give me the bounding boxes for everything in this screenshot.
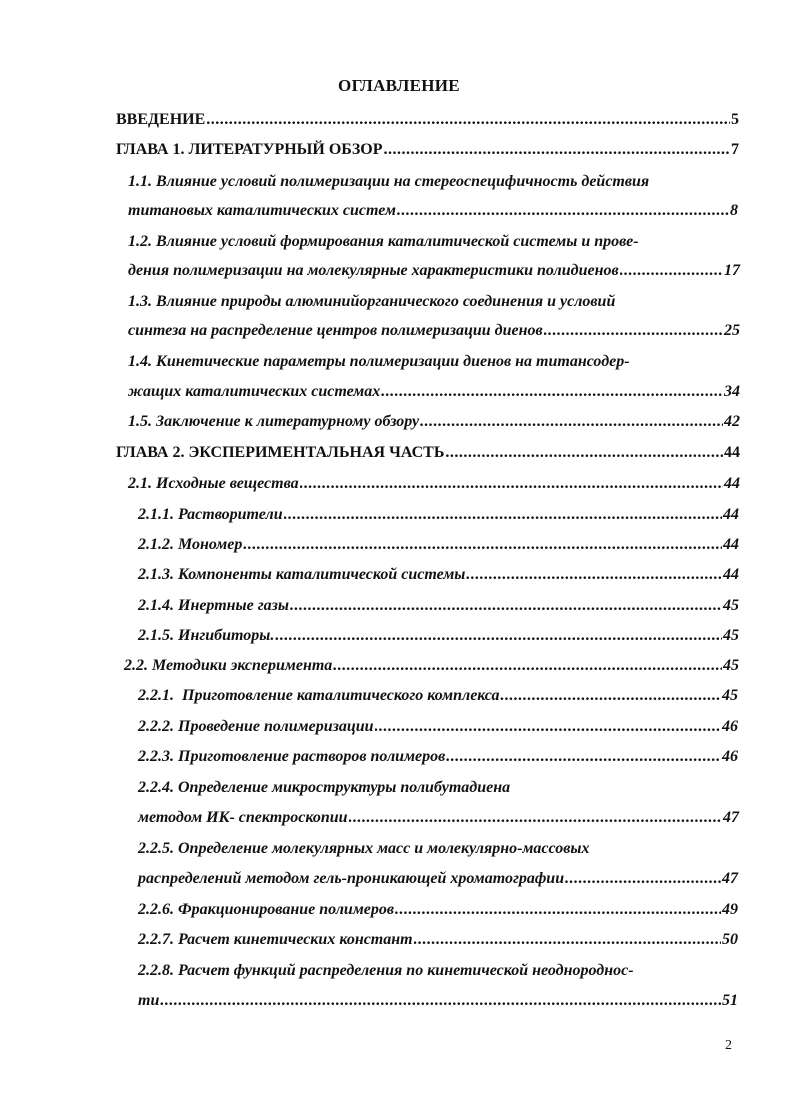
dot-leader [466,565,722,585]
toc-entry-text: 2.2.3. Приготовление растворов полимеров [138,748,446,765]
dot-leader [420,412,723,432]
toc-entry-page: 42 [724,413,740,430]
toc-entry-2-2-6 [138,900,738,920]
toc-entry-text: 2.1.2. Мономер [138,536,243,553]
toc-entry-text: ВВЕДЕНИЕ [116,111,206,128]
toc-entry-text: 2.2.7. Расчет кинетических констант [138,931,413,948]
toc-entry-text: 1.1. Влияние условий полимеризации на стереоспецифичность действия [128,173,650,190]
toc-entry-2-2-4-line2 [138,808,739,828]
toc-entry-2-2-3 [138,747,738,767]
dot-leader [300,474,723,494]
toc-entry-2-1-1 [138,505,739,525]
toc-entry-page: 5 [731,111,739,128]
toc-entry-2-1-5 [138,626,739,646]
toc-entry-page: 34 [724,383,740,400]
toc-entry-page: 8 [730,202,738,219]
toc-entry-text: 1.5. Заключение к литературному обзору [128,413,420,430]
toc-title: ОГЛАВЛЕНИЕ [338,76,460,95]
toc-entry-page: 47 [722,870,738,887]
dot-leader [375,717,721,737]
dot-leader [290,596,722,616]
dot-leader [206,110,730,130]
toc-entry-text: 1.3. Влияние природы алюминийорганического соединения и условий [128,293,616,310]
dot-leader [384,140,730,160]
toc-entry-text: 2.1.3. Компоненты каталитической системы [138,566,466,583]
dot-leader [381,382,723,402]
toc-entry-text: ГЛАВА 1. ЛИТЕРАТУРНЫЙ ОБЗОР [116,141,383,158]
dot-leader [544,321,723,341]
toc-entry-page: 47 [723,809,739,826]
dot-leader [446,747,721,767]
toc-entry-2-2-8-line2 [138,991,738,1011]
toc-entry-2-2-8-line1 [138,961,738,981]
toc-entry-2-2-7 [138,930,738,950]
toc-entry-text: титановых каталитических систем [128,202,396,219]
toc-entry-text: распределений методом гель-проникающей хроматографии [138,870,565,887]
toc-entry-page: 46 [722,718,738,735]
toc-entry-page: 17 [724,262,740,279]
dot-leader [333,656,722,676]
toc-entry-text: 2.1. Исходные вещества [128,475,299,492]
toc-entry-2-1-2 [138,535,739,555]
toc-entry-1-3-line2 [128,321,740,341]
toc-entry-text: 1.2. Влияние условий формирования каталитической системы и прове- [128,233,639,250]
toc-entry-2-1-3 [138,565,739,585]
dot-leader [160,991,721,1011]
dot-leader [620,261,723,281]
toc-entry-page: 44 [724,475,740,492]
toc-entry-text: 2.2.4. Определение микроструктуры полибутадиена [138,779,511,796]
toc-entry-page: 46 [722,748,738,765]
toc-entry-1-5 [128,412,740,432]
dot-leader [395,900,721,920]
dot-leader [565,869,721,889]
toc-entry-text: 2.2.6. Фракционирование полимеров [138,901,395,918]
toc-entry-1-1-line1 [128,172,740,192]
toc-entry-2-1-4 [138,596,739,616]
toc-entry-1-1-line2 [128,201,738,221]
toc-entry-chapter-2 [116,443,740,463]
toc-entry-page: 51 [722,992,738,1009]
toc-entry-text: 2.1.5. Ингибиторы. [138,627,275,644]
toc-entry-text: 1.4. Кинетические параметры полимеризации диенов на титансодер- [128,353,630,370]
toc-entry-text: синтеза на распределение центров полимеризации диенов [128,322,543,339]
toc-entry-page: 49 [722,901,738,918]
toc-entry-page: 44 [723,536,739,553]
toc-entry-page: 44 [724,444,740,461]
toc-entry-text: 2.2. Методики эксперимента [124,657,333,674]
toc-entry-page: 44 [723,506,739,523]
toc-entry-text: 2.2.5. Определение молекулярных масс и молекулярно-массовых [138,840,590,857]
toc-entry-text: методом ИК- спектроскопии [138,809,348,826]
dot-leader [243,535,722,555]
toc-entry-2-2-2 [138,717,738,737]
toc-entry-page: 45 [723,597,739,614]
toc-entry-1-2-line2 [128,261,740,281]
dot-leader [414,930,721,950]
toc-entry-text: ГЛАВА 2. ЭКСПЕРИМЕНТАЛЬНАЯ ЧАСТЬ [116,444,445,461]
toc-entry-introduction [116,110,739,130]
toc-entry-2-2-1 [138,686,738,706]
toc-entry-1-2-line1 [128,232,740,252]
toc-entry-text: 2.1.4. Инертные газы [138,597,289,614]
toc-entry-text: дения полимеризации на молекулярные характеристики полидиенов [128,262,619,279]
dot-leader [284,505,722,525]
dot-leader [500,686,721,706]
toc-entry-2-2 [124,656,739,676]
toc-entry-page: 45 [722,687,738,704]
toc-entry-2-2-4-line1 [138,778,738,798]
dot-leader [445,443,723,463]
dot-leader [275,626,722,646]
toc-entry-page: 7 [731,141,739,158]
toc-entry-text: 2.1.1. Растворители [138,506,283,523]
toc-entry-page: 44 [723,566,739,583]
toc-entry-2-2-5-line1 [138,839,738,859]
toc-entry-1-3-line1 [128,292,740,312]
toc-entry-2-2-5-line2 [138,869,738,889]
toc-entry-chapter-1 [116,140,739,160]
dot-leader [349,808,722,828]
toc-entry-text: 2.2.1. Приготовление каталитического комплекса [138,687,500,704]
toc-entry-2-1 [128,474,740,494]
dot-leader [397,201,729,221]
toc-entry-1-4-line1 [128,352,740,372]
toc-entry-page: 45 [723,627,739,644]
toc-entry-page: 25 [724,322,740,339]
toc-entry-text: 2.2.2. Проведение полимеризации [138,718,374,735]
toc-entry-page: 50 [722,931,738,948]
toc-entry-text: ти [138,992,160,1009]
page-number: 2 [725,1038,732,1053]
toc-entry-page: 45 [723,657,739,674]
toc-entry-text: жащих каталитических системах [128,383,381,400]
toc-entry-text: 2.2.8. Расчет функций распределения по кинетической неоднороднос- [138,962,634,979]
toc-entry-1-4-line2 [128,382,740,402]
